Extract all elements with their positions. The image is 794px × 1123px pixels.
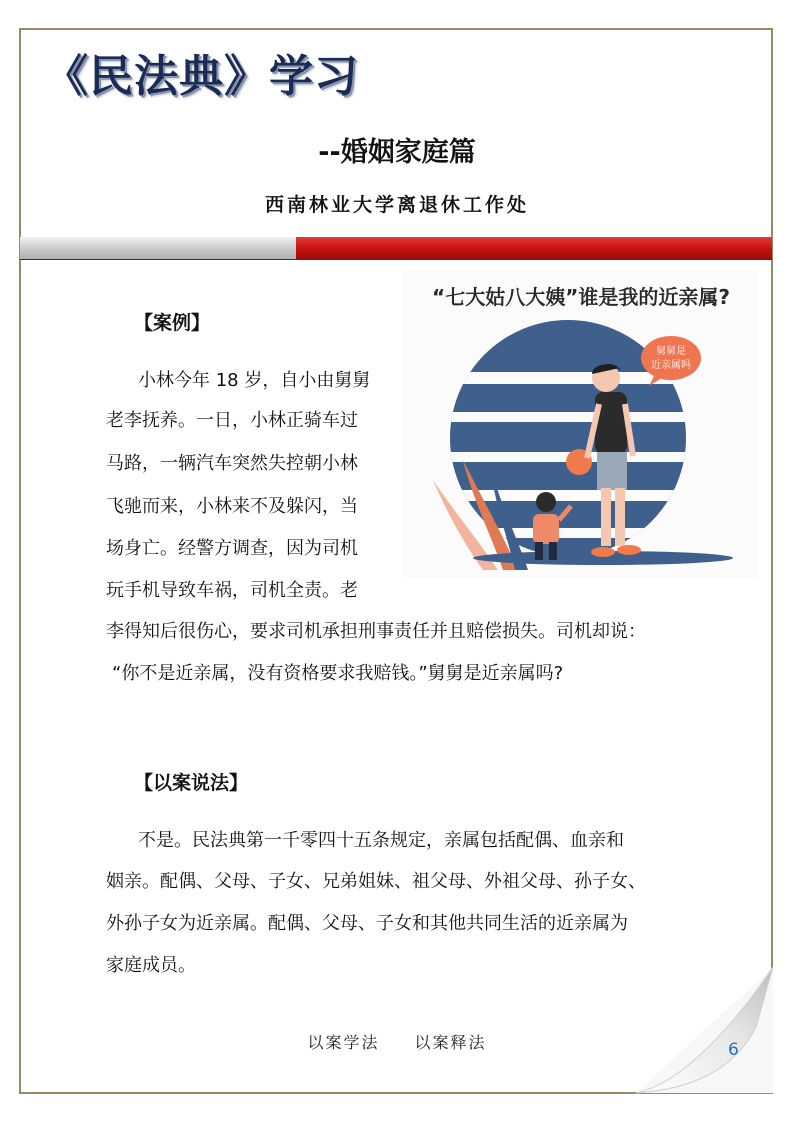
page-number: 6	[728, 1040, 739, 1060]
case-line: “你不是近亲属，没有资格要求我赔钱。”舅舅是近亲属吗?	[112, 663, 564, 684]
bubble-text-line1: 舅舅是	[656, 346, 686, 357]
page-title: 《民法典》学习	[44, 51, 359, 102]
footer-slogan-left: 以案学法	[307, 1033, 380, 1052]
case-line: 老李抚养。一日，小林正骑车过	[106, 410, 358, 431]
explain-line: 不是。民法典第一千零四十五条规定，亲属包括配偶、血亲和	[138, 830, 624, 851]
organization-name: 西南林业大学离退休工作处	[264, 194, 529, 216]
header-bar-line	[20, 259, 772, 260]
case-line: 小林今年 18 岁，自小由舅舅	[138, 370, 371, 391]
explain-line: 姻亲。配偶、父母、子女、兄弟姐妹、祖父母、外祖父母、孙子女、	[106, 871, 646, 892]
case-line: 飞驰而来，小林来不及躲闪，当	[106, 496, 358, 517]
case-line: 场身亡。经警方调查，因为司机	[106, 538, 358, 559]
case-line: 马路，一辆汽车突然失控朝小林	[106, 453, 358, 474]
page-subtitle: --婚姻家庭篇	[318, 137, 476, 168]
family-illustration	[403, 270, 758, 578]
bubble-text-line2: 近亲属吗	[651, 360, 691, 371]
header-bar-grey	[20, 237, 296, 259]
header-bar-red	[296, 237, 772, 259]
case-heading: 【案例】	[134, 312, 211, 334]
page-curl-decoration	[636, 967, 773, 1095]
explain-heading: 【以案说法】	[134, 772, 249, 794]
illustration-caption: “七大姑八大姨”谁是我的近亲属?	[432, 285, 730, 309]
case-line: 玩手机导致车祸，司机全责。老	[106, 580, 358, 601]
explain-line: 外孙子女为近亲属。配偶、父母、子女和其他共同生活的近亲属为	[106, 913, 628, 934]
explain-line: 家庭成员。	[106, 955, 196, 976]
footer-slogan-right: 以案释法	[414, 1033, 487, 1052]
case-line: 李得知后很伤心，要求司机承担刑事责任并且赔偿损失。司机却说：	[106, 621, 646, 642]
